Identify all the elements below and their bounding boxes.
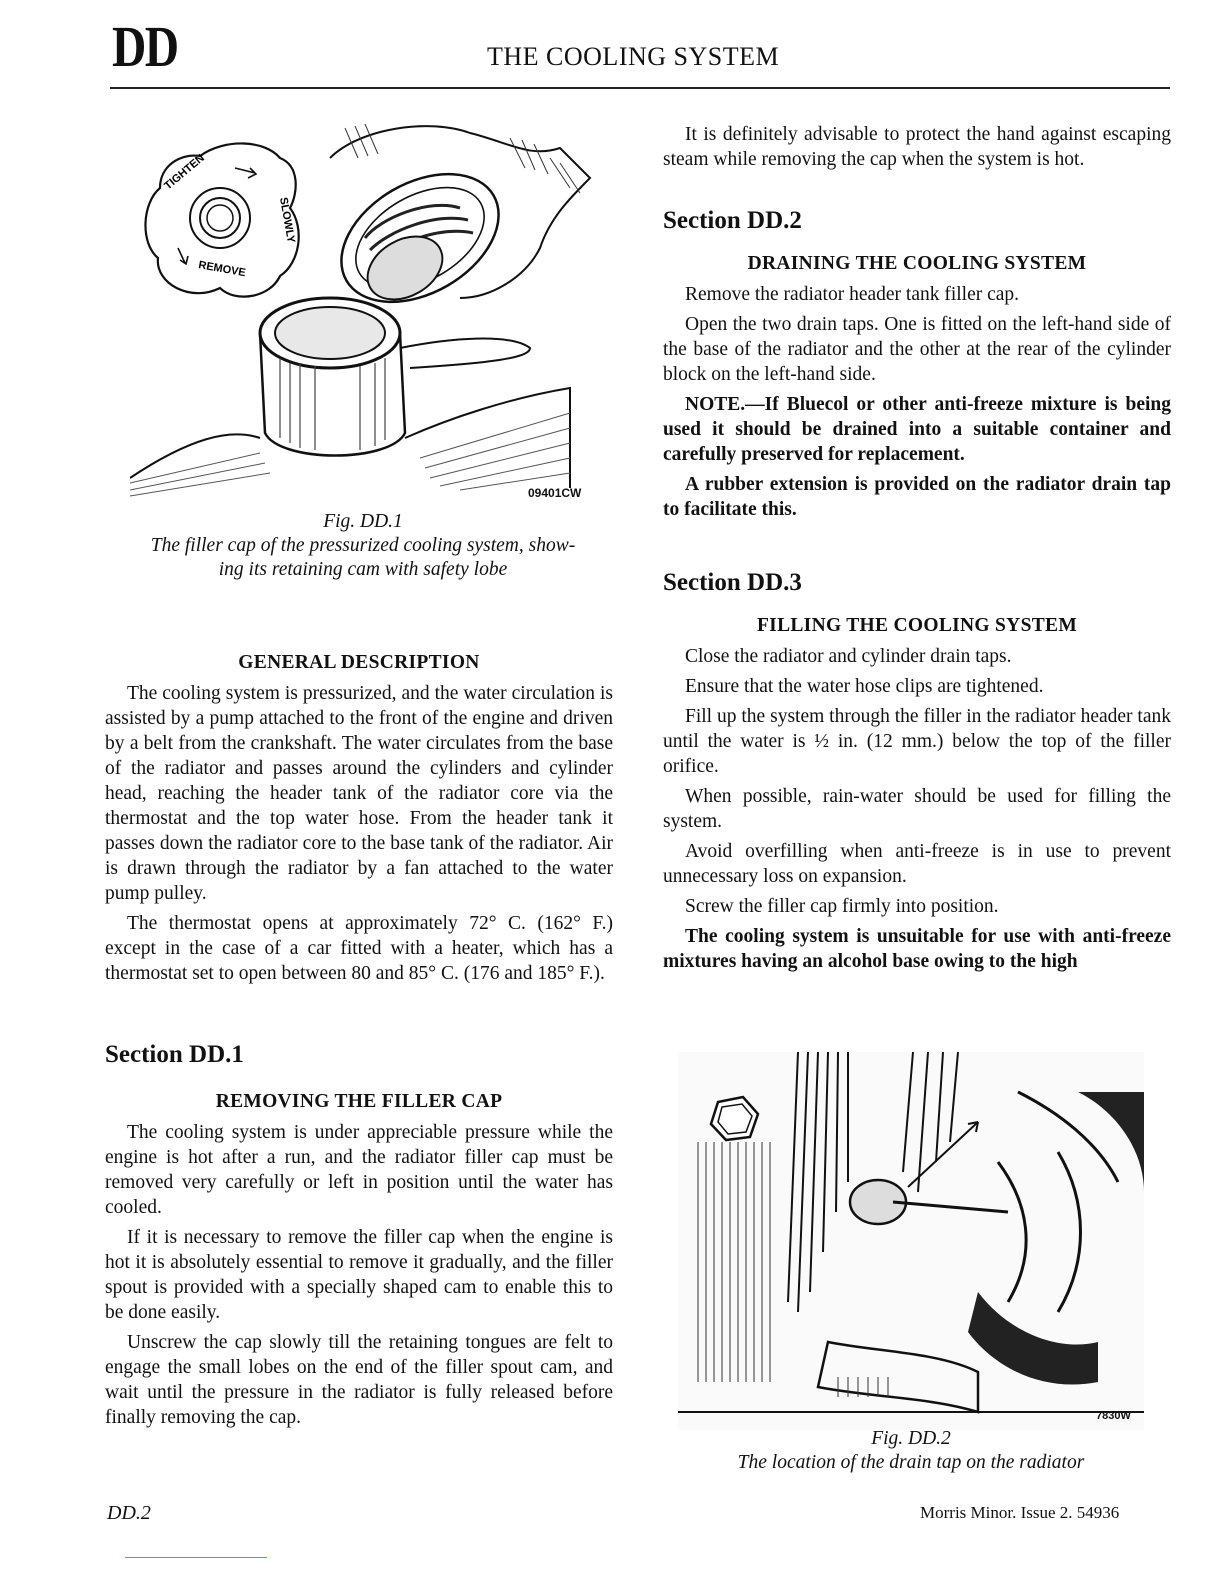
header-divider (110, 87, 1170, 89)
paragraph: The cooling system is unsuitable for use with anti-freeze mixtures having an alcohol base owing to the high (663, 926, 1171, 972)
paragraph: Remove the radiator header tank filler cap. (685, 284, 1020, 305)
paragraph: Avoid overfilling when anti-freeze is in use to prevent unnecessary loss on expansion. (663, 841, 1171, 887)
figure-filler-cap (130, 118, 600, 508)
bottom-divider (125, 1557, 267, 1558)
figure-caption-label: Fig. DD.2 (871, 1428, 951, 1449)
figure-code: 09401CW (528, 486, 582, 500)
left-column (105, 650, 613, 1435)
section-heading: GENERAL DESCRIPTION (238, 652, 480, 673)
paragraph: Ensure that the water hose clips are tightened. (685, 676, 1044, 697)
figure-caption (108, 510, 618, 582)
paragraph: Fill up the system through the filler in the radiator header tank until the water is ½ in. (12 mm.) below the top of the filler orifice. (663, 706, 1171, 777)
cap-text-remove: REMOVE (197, 259, 247, 280)
note-paragraph: NOTE.—If Bluecol or other anti-freeze mixture is being used it should be drained into a suitable container and carefully preserved for replacement. (663, 394, 1171, 465)
section-title: Section DD.1 (105, 1041, 244, 1068)
paragraph: Unscrew the cap slowly till the retaining tongues are felt to engage the small lobes on the end of the filler spout cam, and wait until the pressure in the radiator is fully released before finally removing the cap. (105, 1332, 613, 1428)
paragraph: When possible, rain-water should be used for filling the system. (663, 786, 1171, 832)
paragraph: The cooling system is pressurized, and the water circulation is assisted by a pump attached to the front of the engine and driven by a belt from the crankshaft. The water circulates from the base of the radiator and passes around the cylinders and cylinder head, reaching the header tank of the radiator core via the thermostat and the top water hose. From the header tank it passes down the radiator core to the base tank of the radiator. Air is drawn through the radiator by a fan attached to the water pump pulley. (105, 683, 613, 904)
drain-tap-illustration (678, 1052, 1144, 1430)
paragraph: If it is necessary to remove the filler cap when the engine is hot it is absolutely essential to remove it gradually, and the filler spout is provided with a specially shaped cam to enable this to be done easily. (105, 1227, 613, 1323)
paragraph: Close the radiator and cylinder drain taps. (685, 646, 1012, 667)
paragraph: Screw the filler cap firmly into position. (685, 896, 999, 917)
paragraph: A rubber extension is provided on the radiator drain tap to facilitate this. (663, 474, 1171, 520)
paragraph: Open the two drain taps. One is fitted on the left-hand side of the base of the radiator and the other at the rear of the cylinder block on the left-hand side. (663, 314, 1171, 385)
figure-code: 7830W (1096, 1410, 1131, 1422)
figure-drain-tap (678, 1052, 1144, 1430)
figure-caption-text: ing its retaining cam with safety lobe (218, 559, 508, 580)
figure-caption-text: The filler cap of the pressurized cooling system, show- (150, 535, 576, 556)
right-column (663, 122, 1171, 979)
figure-caption (678, 1427, 1144, 1475)
section-title: Section DD.2 (663, 207, 802, 234)
chapter-code: DD (112, 14, 178, 79)
paragraph: It is definitely advisable to protect the hand against escaping steam while removing the cap when the system is hot. (663, 124, 1171, 170)
filler-cap-illustration (130, 118, 600, 508)
footer-info: Morris Minor. Issue 2. 54936 (920, 1503, 1120, 1522)
page-number: DD.2 (107, 1502, 151, 1524)
section-heading: DRAINING THE COOLING SYSTEM (747, 253, 1087, 274)
section-heading: FILLING THE COOLING SYSTEM (756, 615, 1078, 636)
section-heading: REMOVING THE FILLER CAP (215, 1091, 503, 1112)
figure-caption-text: The location of the drain tap on the radiator (737, 1452, 1085, 1473)
paragraph: The cooling system is under appreciable pressure while the engine is hot after a run, and the radiator filler cap must be removed very carefully or left in position until the water has cooled. (105, 1122, 613, 1218)
cap-text-slowly: SLOWLY (277, 196, 297, 244)
cap-text-tighten: TIGHTEN (162, 152, 207, 193)
paragraph: The thermostat opens at approximately 72° C. (162° F.) except in the case of a car fitted with a heater, which has a thermostat set to open between 80 and 85° C. (176 and 185° F.). (105, 913, 613, 984)
figure-caption-label: Fig. DD.1 (323, 511, 403, 532)
page-title: THE COOLING SYSTEM (487, 42, 780, 71)
section-title: Section DD.3 (663, 569, 802, 596)
